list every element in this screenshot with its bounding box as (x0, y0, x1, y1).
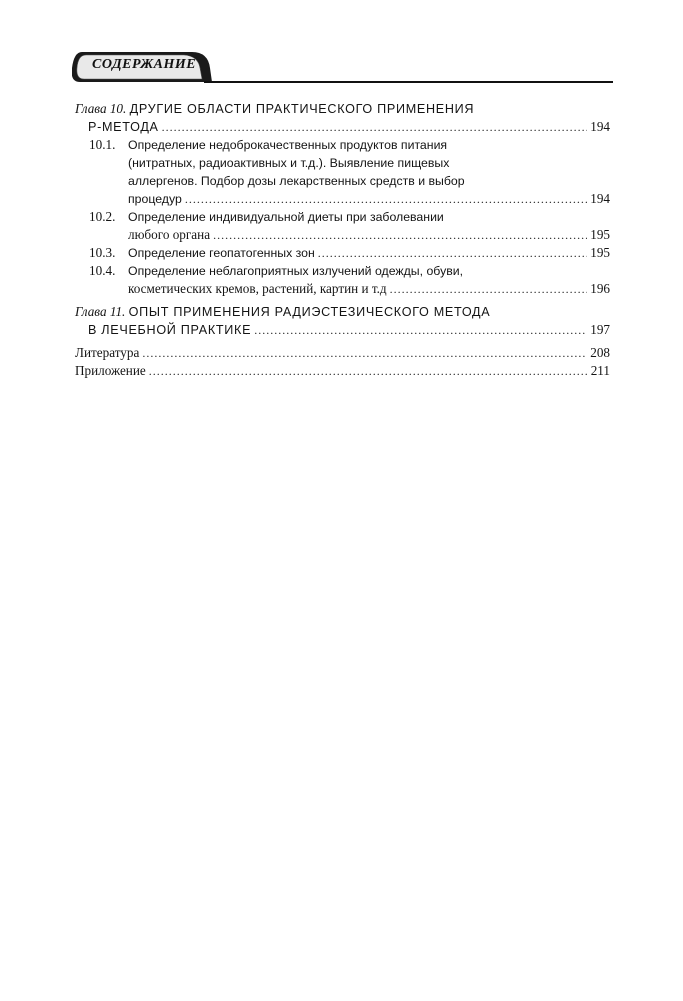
chapter-prefix: Глава 11. (75, 304, 126, 319)
page-number: 194 (590, 191, 610, 206)
header-rule (204, 81, 613, 83)
toc-section-10-4[interactable] (75, 262, 610, 280)
section-text: процедур (128, 192, 182, 206)
section-text: Определение геопатогенных зон (128, 246, 315, 260)
leader-dots (142, 344, 587, 362)
toc-section-10-4-last (75, 280, 610, 298)
page-number: 196 (590, 281, 610, 296)
leader-dots (318, 244, 587, 262)
section-text: аллергенов. Подбор дозы лекарственных средств и выбор (128, 174, 465, 188)
chapter-title-line2: Р-МЕТОДА (88, 120, 159, 134)
page-number: 208 (590, 345, 610, 360)
toc-section-10-1-last (75, 190, 610, 208)
section-number: 10.3. (89, 245, 116, 260)
section-number: 10.1. (89, 137, 116, 152)
leader-dots (254, 321, 587, 339)
toc-chapter-11-entry[interactable] (75, 321, 610, 339)
toc-section-10-1-cont (75, 154, 610, 172)
page-number: 195 (590, 245, 610, 260)
leader-dots (213, 226, 587, 244)
toc-section-10-2[interactable] (75, 208, 610, 226)
chapter-prefix: Глава 10. (75, 101, 127, 116)
section-text: косметических кремов, растений, картин и т.д (128, 281, 387, 296)
leader-dots (185, 190, 587, 208)
section-number: 10.2. (89, 209, 116, 224)
leader-dots (390, 280, 588, 298)
section-text: Определение недоброкачественных продуктов питания (128, 138, 448, 152)
chapter-title-line1: ОПЫТ ПРИМЕНЕНИЯ РАДИЭСТЕЗИЧЕСКОГО МЕТОДА (128, 305, 491, 319)
section-text: Определение неблагоприятных излучений одежды, обуви, (128, 264, 464, 278)
toc-literature[interactable] (75, 344, 610, 362)
toc-chapter-10-title (75, 100, 610, 118)
toc-section-10-1[interactable] (75, 136, 610, 154)
section-header (72, 50, 613, 84)
toc-section-10-3[interactable] (75, 244, 610, 262)
toc-section-10-1-cont (75, 172, 610, 190)
toc-chapter-10-entry[interactable] (75, 118, 610, 136)
entry-label: Литература (75, 345, 140, 360)
entry-label: Приложение (75, 363, 146, 378)
page-number: 197 (590, 322, 610, 337)
leader-dots (149, 362, 588, 380)
header-title: СОДЕРЖАНИЕ (92, 57, 197, 72)
table-of-contents (75, 100, 610, 380)
toc-section-10-2-last (75, 226, 610, 244)
toc-chapter-11-title (75, 303, 610, 321)
page-number: 195 (590, 227, 610, 242)
section-text: любого органа (128, 227, 211, 242)
page-number: 194 (590, 119, 610, 134)
section-text: Определение индивидуальной диеты при заболевании (128, 210, 444, 224)
section-text: (нитратных, радиоактивных и т.д.). Выявление пищевых (128, 156, 450, 170)
leader-dots (162, 118, 588, 136)
chapter-title-line1: ДРУГИЕ ОБЛАСТИ ПРАКТИЧЕСКОГО ПРИМЕНЕНИЯ (129, 102, 475, 116)
section-number: 10.4. (89, 263, 116, 278)
chapter-title-line2: В ЛЕЧЕБНОЙ ПРАКТИКЕ (88, 323, 252, 337)
toc-appendix[interactable] (75, 362, 610, 380)
page-number: 211 (590, 363, 610, 378)
